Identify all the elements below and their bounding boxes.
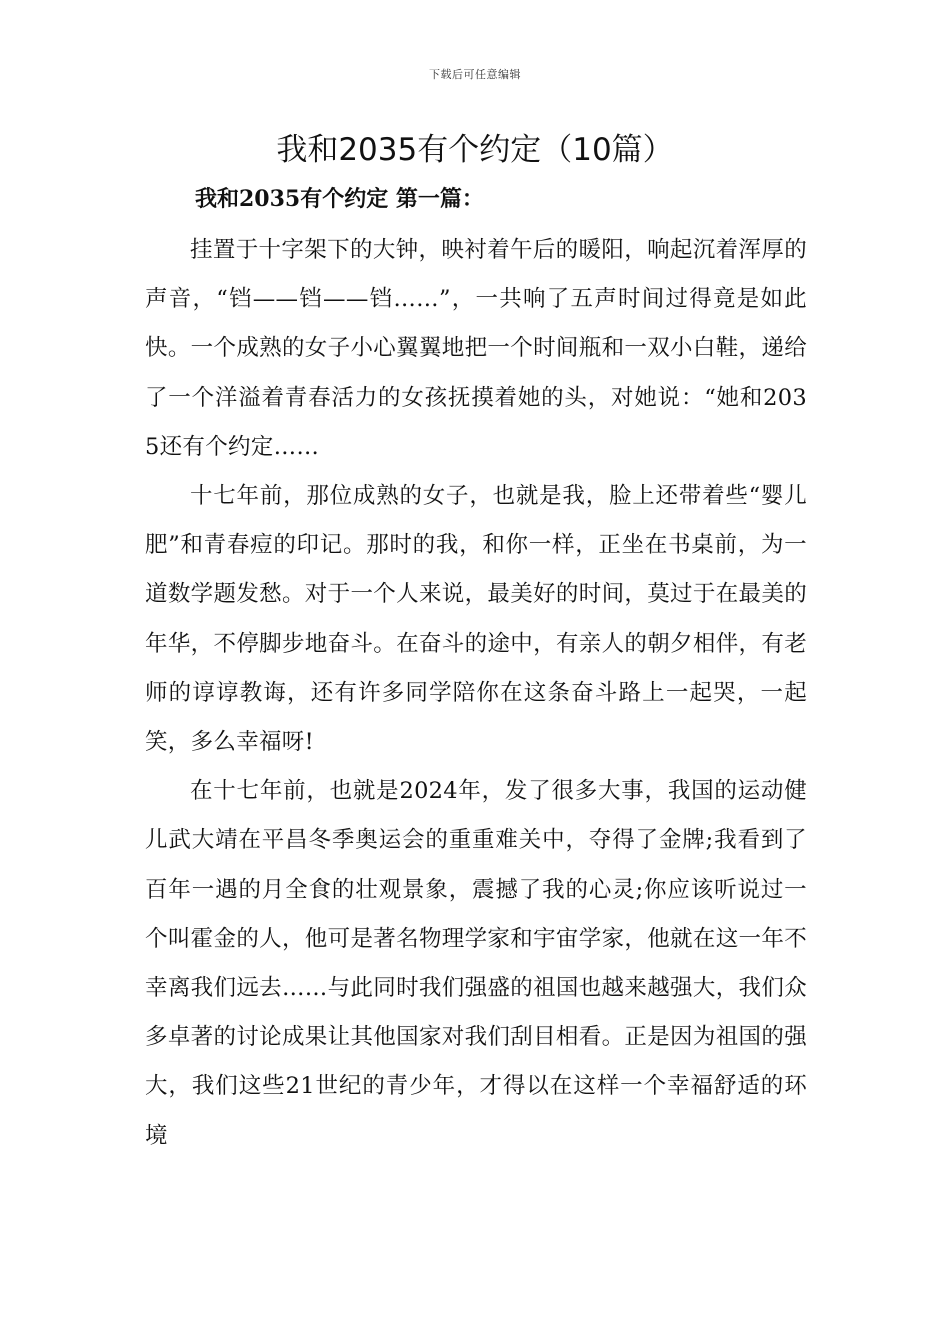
- document-title: 我和2035有个约定（10篇）: [276, 132, 674, 168]
- section-heading: 我和2035有个约定 第一篇：: [195, 186, 484, 212]
- header-note: 下载后可任意编辑: [429, 68, 521, 81]
- paragraph-3: 在十七年前，也就是2024年，发了很多大事，我国的运动健儿武大靖在平昌冬季奥运会的重重难关中，夺得了金牌;我看到了百年一遇的月全食的壮观景象，震撼了我的心灵;你应该听说过一个叫霍金的人，他可是著名物理学家和宇宙学家，他就在这一年不幸离我们远去……与此同时我们强盛的祖国也越来越强大，我们众多卓著的讨论成果让其他国家对我们刮目相看。正是因为祖国的强大，我们这些21世纪的青少年，才得以在这样一个幸福舒适的环境: [145, 778, 807, 1149]
- paragraph-1: 挂置于十字架下的大钟，映衬着午后的暖阳，响起沉着浑厚的声音，“铛——铛——铛……”，一共响了五声时间过得竟是如此快。一个成熟的女子小心翼翼地把一个时间瓶和一双小白鞋，递给了一个洋溢着青春活力的女孩抚摸着她的头，对她说：“她和2035还有个约定……: [145, 237, 807, 460]
- paragraph-2: 十七年前，那位成熟的女子，也就是我，脸上还带着些“婴儿肥”和青春痘的印记。那时的我，和你一样，正坐在书桌前，为一道数学题发愁。对于一个人来说，最美好的时间，莫过于在最美的年华，不停脚步地奋斗。在奋斗的途中，有亲人的朝夕相伴，有老师的谆谆教诲，还有许多同学陪你在这条奋斗路上一起哭，一起笑，多么幸福呀!: [145, 483, 807, 756]
- body-text: [145, 226, 807, 1161]
